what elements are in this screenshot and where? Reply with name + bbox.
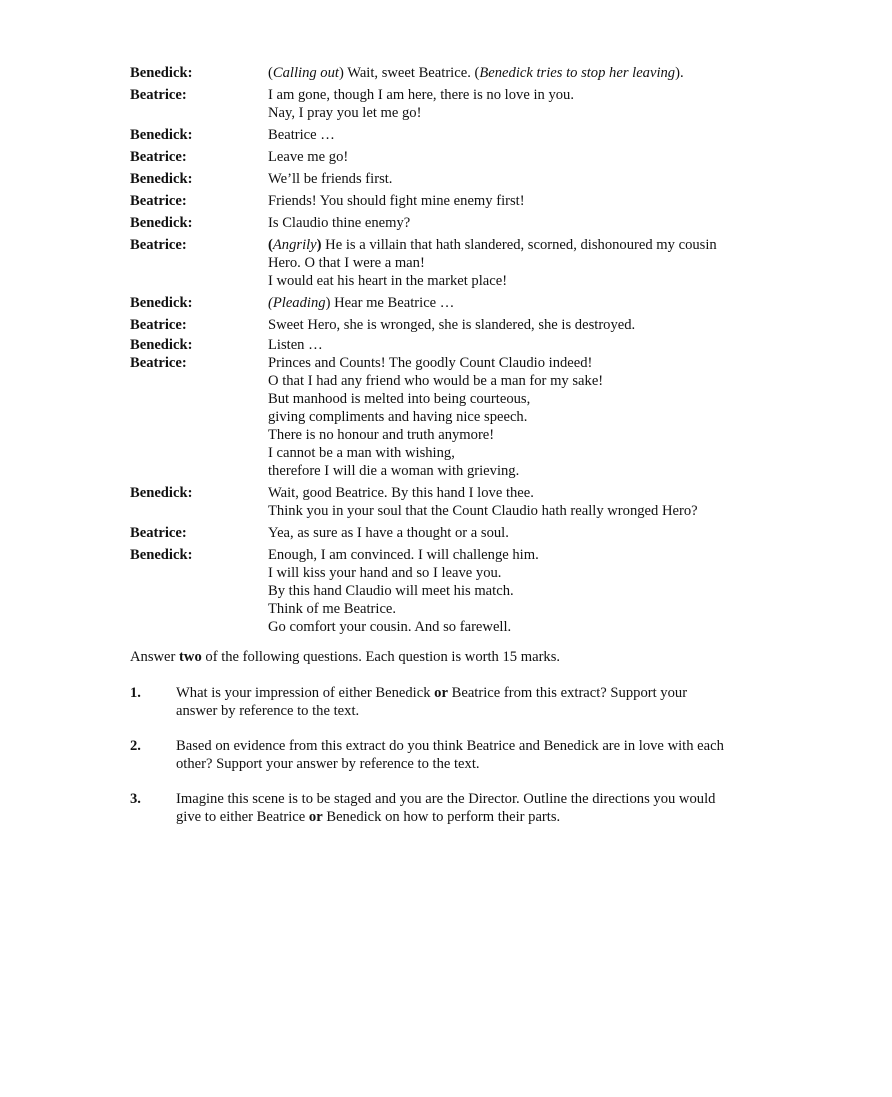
question-line [176,737,790,755]
speech-text [268,170,790,188]
text-run: I would eat his heart in the market place! [268,273,508,289]
dialogue-line [130,192,790,210]
text-run: Leave me go! [268,149,349,165]
dialogue-line [130,64,790,82]
question-item [130,790,790,826]
speaker-name: Benedick: [130,485,193,501]
speech-line [268,582,790,600]
speaker-name: Benedick: [130,295,193,311]
dialogue-line [130,354,790,480]
speech-line [268,564,790,582]
text-run: What is your impression of either Benedick [176,685,435,701]
question-line [176,755,790,773]
text-run: giving compliments and having nice speech. [268,409,528,425]
text-run: ) [316,237,322,253]
speech-line [268,126,790,144]
speech-line [268,336,790,354]
speech-text [268,86,790,122]
speech-line [268,408,790,426]
text-run: two [179,649,202,665]
text-run: Think of me Beatrice. [268,601,397,617]
speech-line [268,546,790,564]
answer-instructions [130,648,790,666]
text-run: or [308,809,323,825]
text-run: Angrily [272,237,317,253]
question-line [176,790,790,808]
speech-text [268,336,790,354]
speaker-name: Benedick: [130,547,193,563]
speech-line [268,86,790,104]
speech-line [268,214,790,232]
question-line [176,808,790,826]
text-run: Calling out [272,65,339,81]
text-run: ) Hear me Beatrice … [325,295,455,311]
text-run: By this hand Claudio will meet his match. [268,583,514,599]
question-text [176,790,790,826]
speech-text [268,484,790,520]
text-run: But manhood is melted into being courteous, [268,391,531,407]
speech-text [268,354,790,480]
text-run: of the following questions. Each question is worth 15 marks. [201,649,561,665]
text-run: other? Support your answer by reference to the text. [176,756,480,772]
dialogue-line [130,214,790,232]
question-line [176,684,790,702]
speech-line [268,148,790,166]
speech-line [268,372,790,390]
speech-text [268,214,790,232]
speech-text [268,126,790,144]
speaker-name: Beatrice: [130,525,187,541]
speaker-name: Benedick: [130,337,193,353]
dialogue-line [130,236,790,290]
text-run: He is a villain that hath slandered, scorned, dishonoured my cousin [321,237,717,253]
speaker-name: Benedick: [130,65,193,81]
speech-line [268,104,790,122]
speech-text [268,236,790,290]
text-run: Beatrice … [268,127,335,143]
text-run: Think you in your soul that the Count Claudio hath really wronged Hero? [268,503,698,519]
dialogue-line [130,336,790,354]
text-run: Wait, good Beatrice. By this hand I love thee. [268,485,534,501]
text-run: Imagine this scene is to be staged and you are the Director. Outline the directions you would [176,791,716,807]
text-run: Sweet Hero, she is wronged, she is slandered, she is destroyed. [268,317,636,333]
text-run: Go comfort your cousin. And so farewell. [268,619,512,635]
text-run: ( [268,237,273,253]
text-run: O that I had any friend who would be a man for my sake! [268,373,604,389]
text-run: or [434,685,448,701]
text-run: Nay, I pray you let me go! [268,105,422,121]
text-run: Yea, as sure as I have a thought or a soul. [268,525,509,541]
speech-line [268,390,790,408]
speech-line [268,294,790,312]
question-number: 2. [130,738,141,754]
question-item [130,737,790,773]
speech-line [268,272,790,290]
text-run: answer by reference to the text. [176,703,360,719]
question-text [176,684,790,720]
text-run: ) Wait, sweet Beatrice. ( [338,65,480,81]
question-list [130,684,790,843]
dialogue-line [130,546,790,636]
speech-line [268,600,790,618]
speech-line [268,192,790,210]
speech-line [268,426,790,444]
text-run: Beatrice from this extract? Support your [447,685,688,701]
speaker-name: Beatrice: [130,317,187,333]
speech-text [268,64,790,82]
speech-text [268,294,790,312]
dialogue-line [130,524,790,542]
text-run: Based on evidence from this extract do you think Beatrice and Benedick are in love with each [176,738,724,754]
speech-text [268,316,790,334]
text-run: I am gone, though I am here, there is no love in you. [268,87,574,103]
text-run: Benedick tries to stop her leaving [479,65,676,81]
text-run: Benedick on how to perform their parts. [322,809,561,825]
speech-line [268,316,790,334]
speech-line [268,64,790,82]
dialogue-line [130,294,790,312]
question-text [176,737,790,773]
speech-text [268,546,790,636]
dialogue-line [130,170,790,188]
text-run: Friends! You should fight mine enemy first! [268,193,525,209]
speech-text [268,192,790,210]
speech-line [268,502,790,520]
speech-line [268,254,790,272]
text-run: We’ll be friends first. [268,171,393,187]
text-run: Enough, I am convinced. I will challenge him. [268,547,539,563]
text-run: ). [675,65,684,81]
speech-line [268,354,790,372]
speaker-name: Beatrice: [130,237,187,253]
text-run: Is Claudio thine enemy? [268,215,411,231]
dialogue-line [130,484,790,520]
text-run: ( [268,65,273,81]
speech-text [268,148,790,166]
speaker-name: Beatrice: [130,193,187,209]
text-run: therefore I will die a woman with grieving. [268,463,520,479]
text-run: There is no honour and truth anymore! [268,427,495,443]
question-number: 1. [130,685,141,701]
text-run: I cannot be a man with wishing, [268,445,455,461]
dialogue-line [130,126,790,144]
speaker-name: Beatrice: [130,149,187,165]
speaker-name: Benedick: [130,127,193,143]
dialogue-line [130,316,790,334]
text-run: Answer [130,649,180,665]
speech-line [268,444,790,462]
speech-line [268,236,790,254]
dialogue-line [130,148,790,166]
question-number: 3. [130,791,141,807]
speech-text [268,524,790,542]
speaker-name: Benedick: [130,215,193,231]
speaker-name: Beatrice: [130,87,187,103]
text-run: Princes and Counts! The goodly Count Claudio indeed! [268,355,593,371]
text-run: give to either Beatrice [176,809,309,825]
speaker-name: Beatrice: [130,355,187,371]
text-run: Listen … [268,337,323,353]
speaker-name: Benedick: [130,171,193,187]
speech-line [268,524,790,542]
speech-line [268,462,790,480]
speech-line [268,618,790,636]
speech-line [268,170,790,188]
text-run: Hero. O that I were a man! [268,255,425,271]
speech-line [268,484,790,502]
question-line [176,702,790,720]
text-run: (Pleading [268,295,326,311]
dialogue-line [130,86,790,122]
play-extract [130,64,790,636]
question-item [130,684,790,720]
text-run: I will kiss your hand and so I leave you. [268,565,502,581]
